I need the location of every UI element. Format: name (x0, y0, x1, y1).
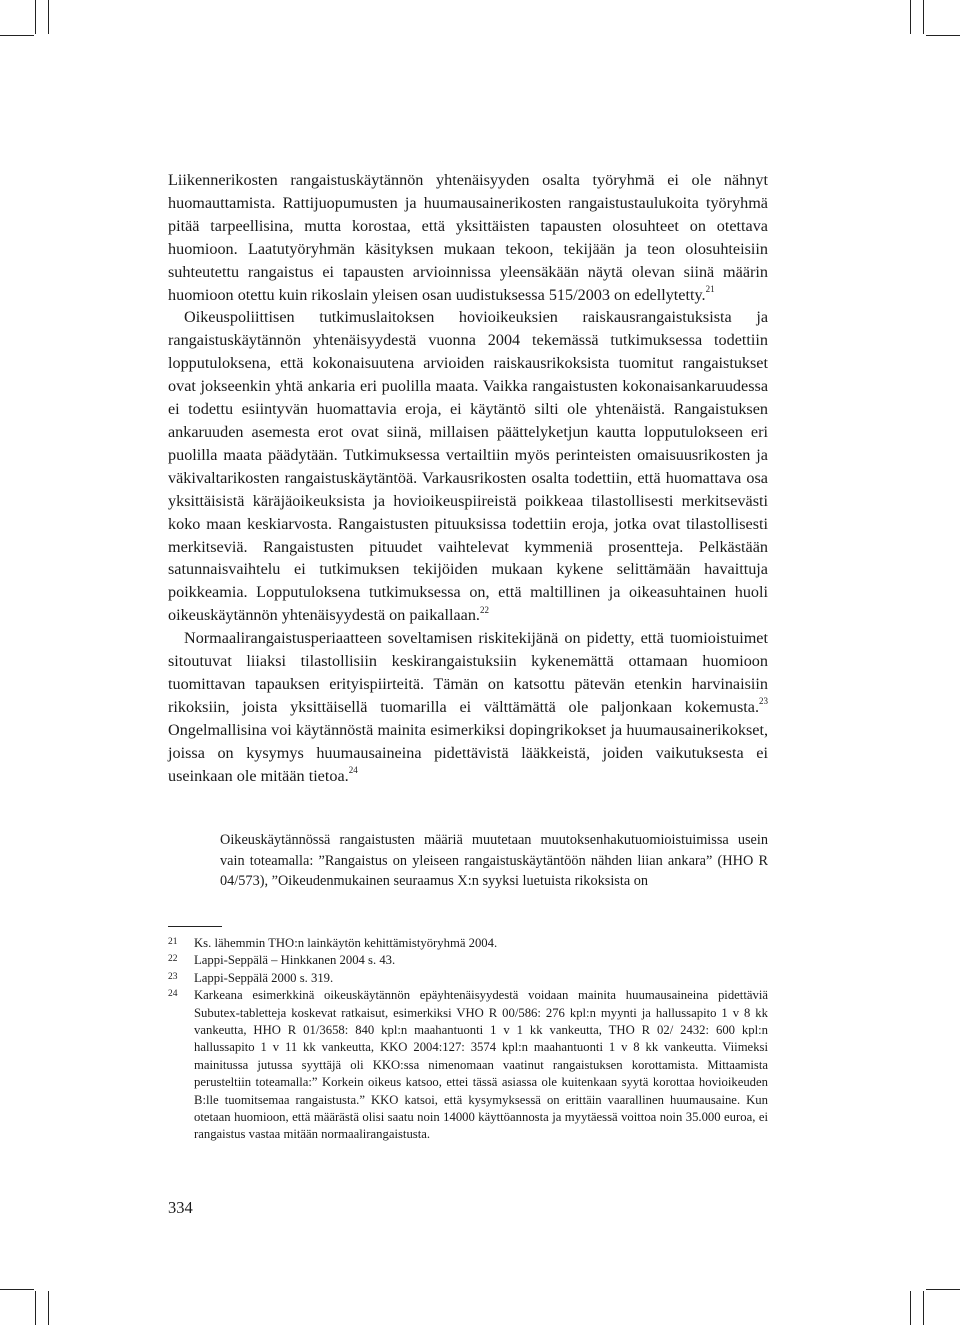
footnote-divider (168, 926, 222, 927)
paragraph-1-text-b: Laatutyöryhmän käsityksen mukaan tekoon, tekijään ja teon olosuhteisiin suhteutettu rangaistus ei tapausten arvioinnissa yleensäkään näytä olevan siinä määrin huomioon otettu kuin rikoslain yleisen osan uudistuksessa 515/2003 on edellytetty. (168, 239, 768, 304)
footnote-ref-24[interactable]: 24 (348, 765, 358, 776)
paragraph-3 (168, 627, 768, 787)
paragraph-1-text-a: Liikennerikosten rangaistuskäytännön yhtenäisyyden osalta työryhmä ei ole nähnyt huomauttamista. Rattijuopumusten ja huumausainerikosten rangaistustaulukoita työryhmä pitää tarpeellisina, mutta korostaa, että yksittäisten tapausten olosuhteet on otettava huomioon. (168, 171, 768, 258)
footnote-text: Lappi-Seppälä – Hinkkanen 2004 s. 43. (194, 953, 396, 968)
crop-mark (48, 0, 49, 34)
page-number: 334 (168, 1198, 193, 1217)
footnote-continuation (220, 830, 768, 892)
footnote-number: 22 (168, 954, 178, 965)
footnote-22 (168, 952, 768, 969)
crop-mark (926, 35, 960, 36)
footnote-text: Karkeana esimerkkinä oikeuskäytännön epäyhtenäisyydestä voidaan mainita huumausaineina pidettäviä Subutex-tabletteja koskevat ratkaisut, esimerkiksi VHO R 00/586: 276 kpl:n myynti ja hallussapito 1 v 8 kk vankeutta, HHO R 01/3658: 840 kpl:n maahantuonti 1 v 1 kk vankeutta, THO R 02/ 2432: 600 kpl:n hallussapito 1 v 11 kk vankeutta, KKO 2004:127: 3574 kpl:n maahantuonti 1 v 8 kk vankeutta. Viimeksi mainitussa jutussa syyttäjä oli KKO:ssa nimenomaan vaatinut rangaistuksen korottamista. Mittaamista perusteltiin toteamalla:” Korkein oikeus katsoo, ettei tässä asiassa ole kuitenkaan syytä korottaa hovioikeuden B:lle tuomitsemaa rangaistusta.” KKO katsoi, että kysymyksessä on erittäin vaarallinen huumausaine. Kun otetaan huomioon, että määrästä olisi saatu noin 14000 käyttöannosta ja myytäessä voittoa noin 35.000 euroa, ei rangaistus vastaa mitään normaalirangaistusta. (194, 988, 768, 1142)
paragraph-1 (168, 169, 768, 306)
crop-mark (0, 1289, 34, 1290)
footnotes (168, 935, 768, 1144)
crop-mark (910, 1291, 911, 1325)
paragraph-3-text-a: Normaalirangaistusperiaatteen soveltamisen riskitekijänä on pidetty, että tuomioistuimet sitoutuvat liiaksi tilastollisiin keskirangaistuksiin kykenemättä ottamaan huomioon tuomittavan tapauksen erityispiirteitä. Tämän on katsottu pätevän etenkin harvinaisiin rikoksiin, joista yksittäisellä tuomarilla ei välttämättä ole paljonkaan kokemusta. (168, 629, 768, 716)
crop-mark (926, 1289, 960, 1290)
crop-mark (923, 1291, 924, 1325)
crop-mark (910, 0, 911, 34)
paragraph-2-text: Oikeuspoliittisen tutkimuslaitoksen hovioikeuksien raiskausrangaistuksista ja rangaistuskäytännön yhtenäisyydestä vuonna 2004 tekemässä tutkimuksessa todettiin lopputuloksena, että kokonaisuutena arvioiden raiskausrikoksista tuomitut rangaistukset ovat jokseenkin yhtä ankaria eri puolilla maata. Vaikka rangaistusten kokonaisankaruudessa ei todettu esiintyvän huomattavia eroja, ei käytäntö silti ole yhtenäistä. Rangaistuksen ankaruuden asemesta erot ovat siinä, millaisen päättelyketjun kautta lopputulokseen eri puolilla maata päädytään. Tutkimuksessa vertailtiin myös perinteisten omaisuusrikosten ja väkivaltarikosten rangaistuskäytäntöä. Varkausrikosten osalta todettiin, että huomattava osa yksittäisistä käräjäoikeuksista ja hovioikeuspiireistä poikkeaa tilastollisesti merkitsevästi koko maan keskiarvosta. Rangaistusten pituuksissa todettiin eroja, jotka ovat tilastollisesti merkitseviä. Rangaistusten pituudet vaihtelevat kymmeniä prosentteja. Pelkästään satunnaisvaihtelu ei tutkimuksen tekijöiden mukaan kykene selittämään havaittuja poikkeamia. Lopputuloksena tutkimuksessa on, että maltillinen ja oikeasuhtainen huoli oikeuskäytännön yhtenäisyydestä on paikallaan. (168, 308, 768, 625)
continuation-text: Oikeuskäytännössä rangaistusten määriä muutetaan muutoksenhakutuomioistuimissa usein vain toteamalla: ”Rangaistus on yleiseen rangaistuskäytäntöön nähden liian ankara” (HHO R 04/573), ”Oikeudenmukainen seuraamus X:n syyksi luetuista rikoksista on (220, 832, 768, 889)
main-text (168, 169, 768, 787)
crop-mark (923, 0, 924, 34)
footnote-ref-21[interactable]: 21 (705, 284, 715, 295)
footnote-number: 24 (168, 989, 178, 1000)
footnote-23 (168, 970, 768, 987)
footnote-24 (168, 987, 768, 1144)
footnote-21 (168, 935, 768, 952)
paragraph-2 (168, 306, 768, 627)
crop-mark (35, 0, 36, 34)
paragraph-3-text-b: Ongelmallisina voi käytännöstä mainita esimerkiksi dopingrikokset ja huumausainerikokset, joissa on kysymys huumausaineina pidettävistä lääkkeistä, joiden vaikutuksesta ei useinkaan ole mitään tietoa. (168, 720, 768, 785)
footnote-ref-22[interactable]: 22 (479, 604, 489, 615)
footnote-number: 23 (168, 971, 178, 982)
crop-mark (48, 1291, 49, 1325)
footnote-ref-23[interactable]: 23 (759, 696, 768, 707)
footnote-text: Lappi-Seppälä 2000 s. 319. (194, 970, 334, 985)
crop-mark (0, 35, 34, 36)
footnote-text: Ks. lähemmin THO:n lainkäytön kehittämistyöryhmä 2004. (194, 936, 498, 950)
footnote-number: 21 (168, 937, 178, 947)
crop-mark (35, 1291, 36, 1325)
